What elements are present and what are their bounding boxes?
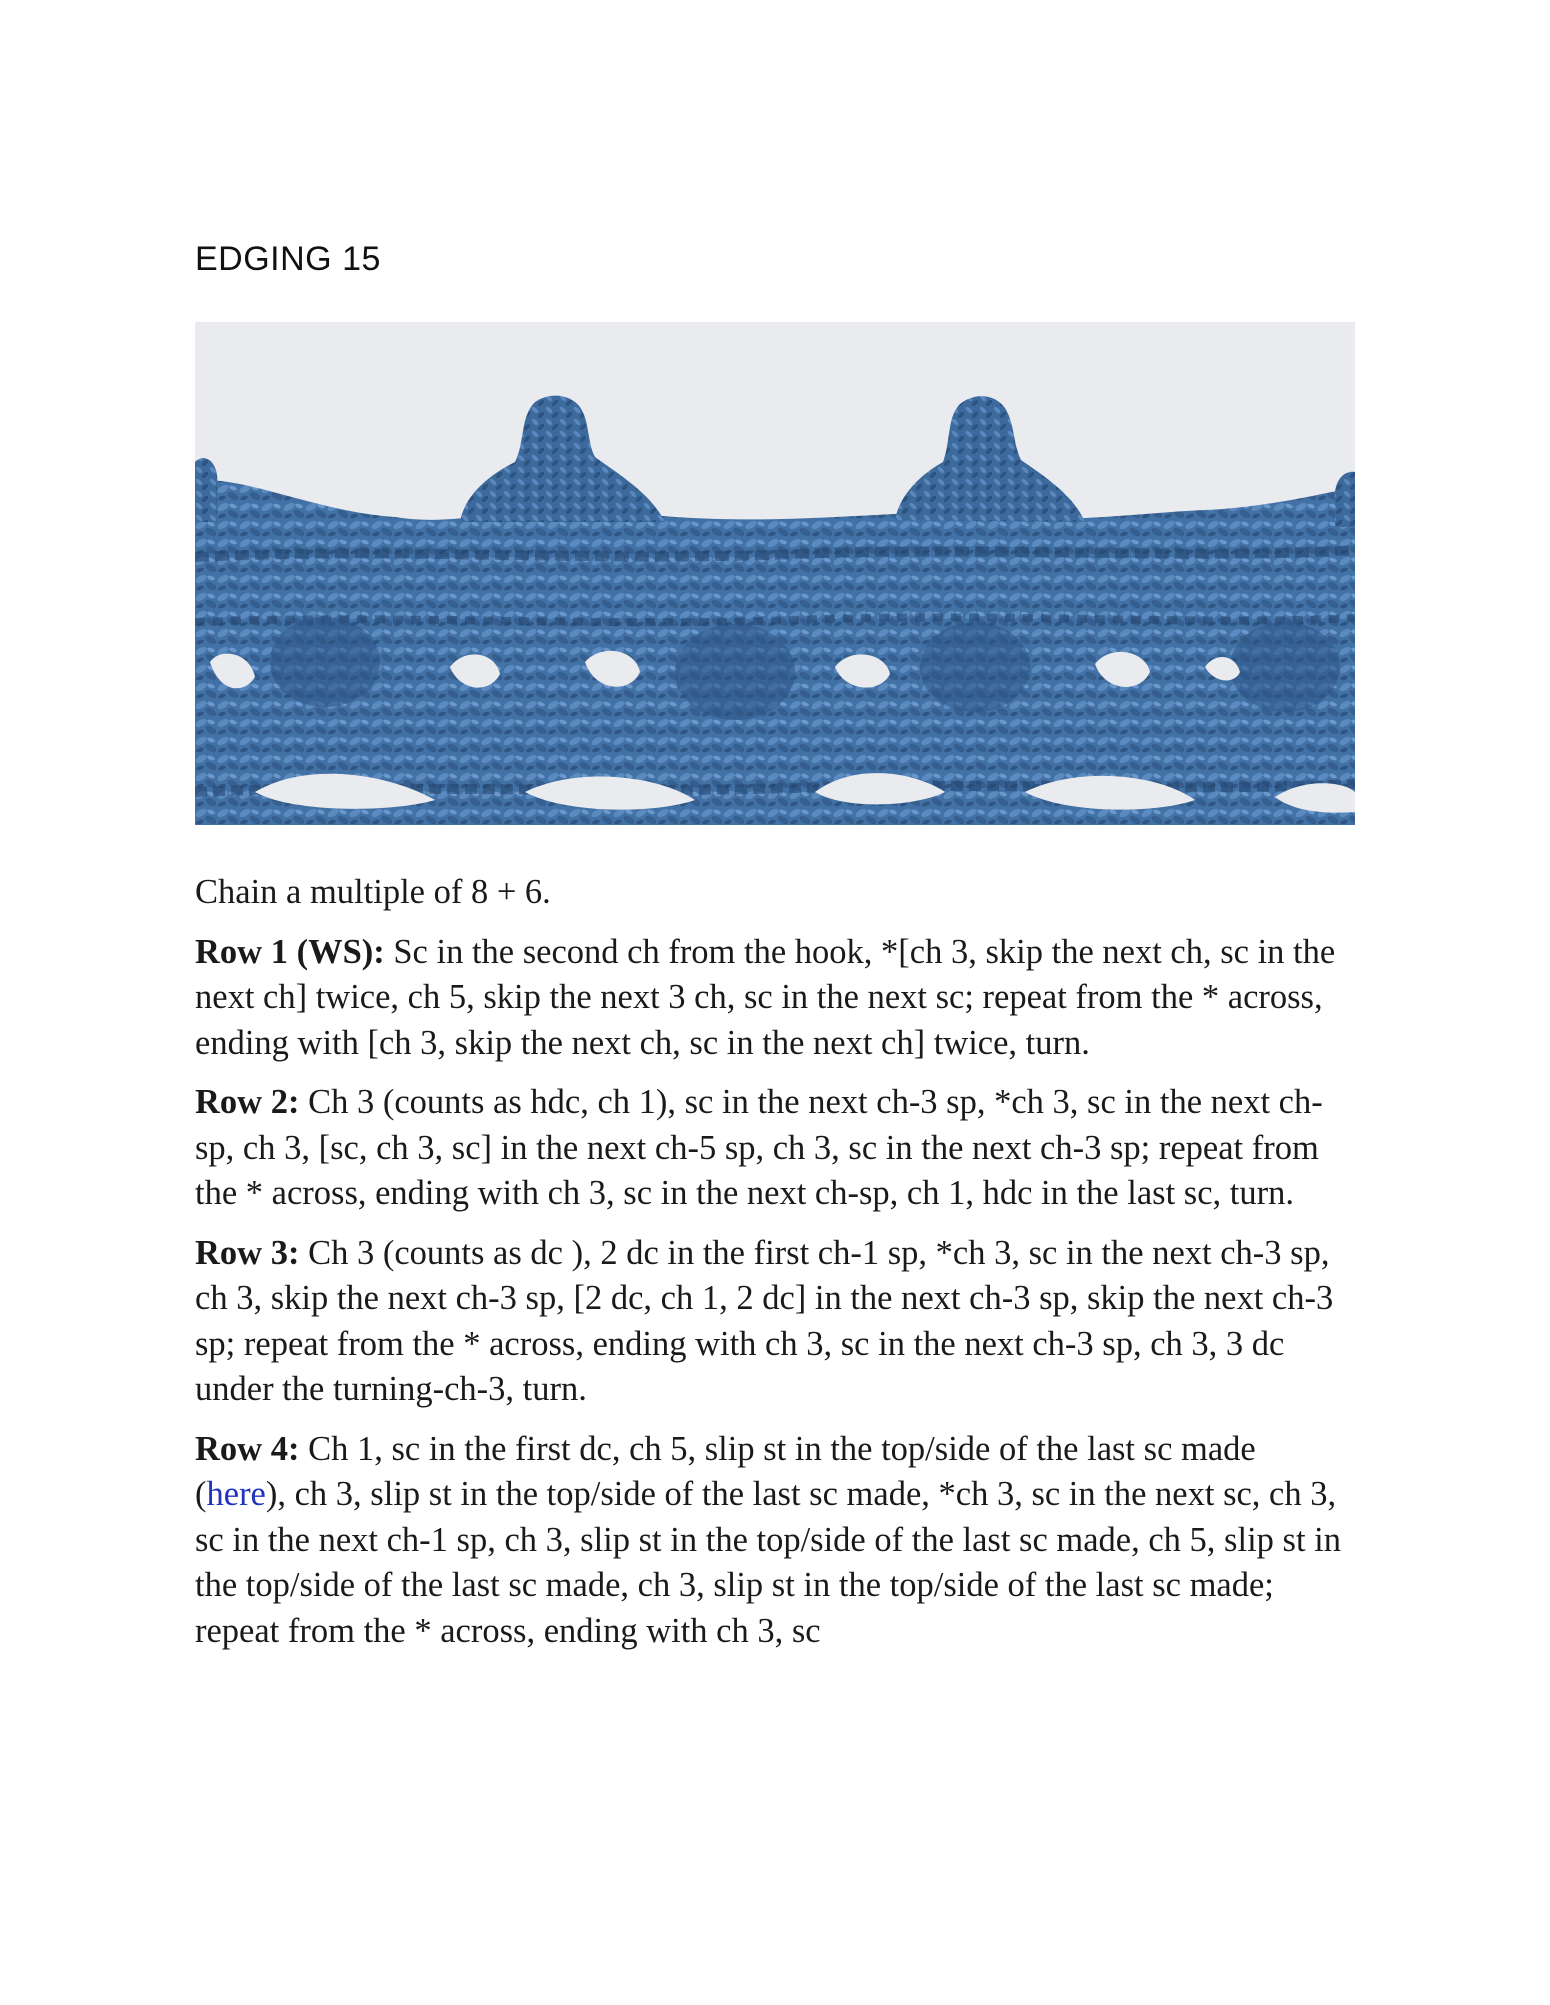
row-2-text: Ch 3 (counts as hdc, ch 1), sc in the next ch-3 sp, *ch 3, sc in the next ch-sp, ch 3, [sc, ch 3, sc] in the next ch-5 sp, ch 3, sc in the next ch-3 sp; repeat from the * across, ending with ch 3, sc in the next ch-sp, ch 1, hdc in the last sc, turn. bbox=[195, 1083, 1323, 1212]
row-4-paragraph bbox=[195, 1427, 1355, 1655]
row-1-label: Row 1 (WS): bbox=[195, 932, 385, 971]
row-4-text-after-link: ), ch 3, slip st in the top/side of the last sc made, *ch 3, sc in the next sc, ch 3, sc in the next ch-1 sp, ch 3, slip st in the top/side of the last sc made, ch 5, slip st in the top/side of the last sc made, ch 3, slip st in the top/side of the last sc made; repeat from the * across, ending with ch 3, sc bbox=[195, 1475, 1341, 1650]
picot-left bbox=[195, 458, 217, 522]
here-link[interactable]: here bbox=[206, 1475, 266, 1513]
row-2-label: Row 2: bbox=[195, 1083, 300, 1121]
row-1-paragraph bbox=[195, 930, 1355, 1067]
row-2-paragraph bbox=[195, 1080, 1355, 1217]
section-title: EDGING 15 bbox=[195, 240, 381, 278]
edging-photo bbox=[195, 322, 1355, 825]
row-3-label: Row 3: bbox=[195, 1233, 300, 1272]
row-1-text: Sc in the second ch from the hook, *[ch 3, skip the next ch, sc in the next ch] twice, ch 5, skip the next 3 ch, sc in the next sc; repeat from the * across, ending with [ch 3, skip the next ch, sc in the next ch] twice, turn. bbox=[195, 932, 1336, 1062]
intro-paragraph: Chain a multiple of 8 + 6. bbox=[195, 873, 551, 911]
row-4-text-before-link: Ch 1, sc in the first dc, ch 5, slip st in the top/side of the last sc made ( bbox=[195, 1429, 1256, 1513]
row-3-paragraph bbox=[195, 1231, 1355, 1413]
row-4-label: Row 4: bbox=[195, 1429, 300, 1468]
pattern-instructions bbox=[195, 870, 1355, 1668]
row-3-text: Ch 3 (counts as dc ), 2 dc in the first ch-1 sp, *ch 3, sc in the next ch-3 sp, ch 3, skip the next ch-3 sp, [2 dc, ch 1, 2 dc] in the next ch-3 sp, skip the next ch-3 sp; repeat from the * across, ending with ch 3, sc in the next ch-3 sp, ch 3, 3 dc under the turning-ch-3, turn. bbox=[195, 1233, 1334, 1408]
